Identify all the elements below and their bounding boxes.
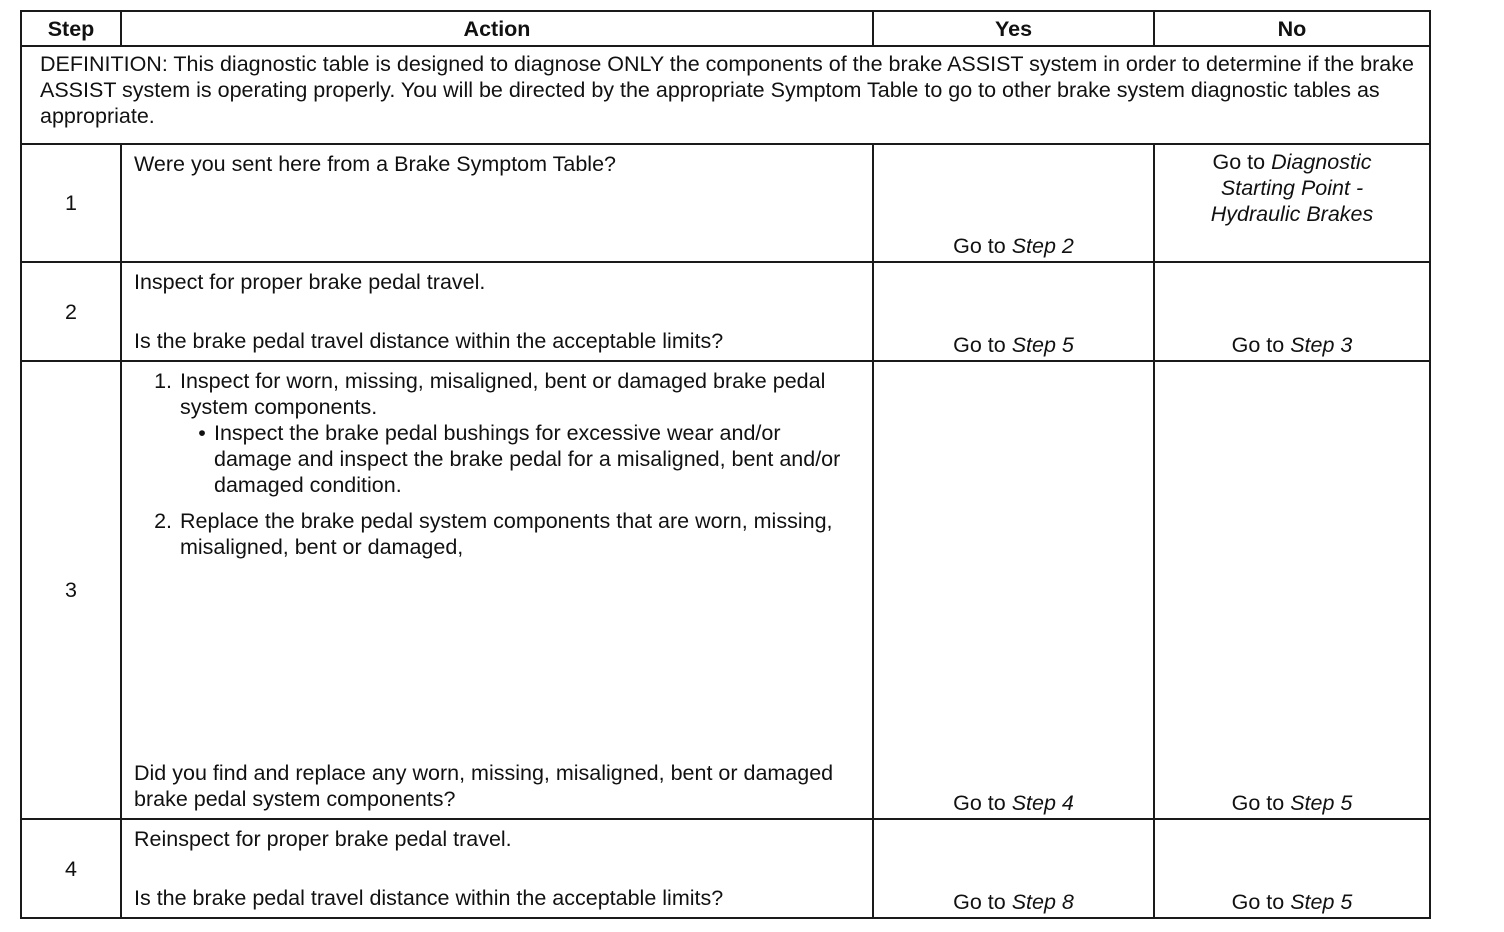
no-prefix: Go to [1212, 150, 1272, 174]
action-question: Were you sent here from a Brake Symptom Table? [134, 152, 616, 176]
no-link[interactable]: Step 3 [1290, 333, 1353, 357]
header-row [21, 11, 1430, 46]
diagnostic-table [20, 10, 1431, 919]
header-action: Action [121, 11, 873, 46]
list-item-number: 1. [154, 369, 172, 393]
step-number: 4 [21, 819, 121, 918]
action-instruction: Reinspect for proper brake pedal travel. [134, 827, 512, 851]
action-question: Is the brake pedal travel distance within the acceptable limits? [134, 886, 724, 910]
action-cell [121, 144, 873, 262]
yes-link[interactable]: Step 8 [1011, 890, 1074, 914]
list-sub-item-text: Inspect the brake pedal bushings for excessive wear and/or damage and inspect the brake pedal for a misaligned, bent and/or damaged condition. [214, 421, 841, 497]
step-number: 2 [21, 262, 121, 361]
yes-prefix: Go to [953, 791, 1012, 815]
list-item-text: Replace the brake pedal system components that are worn, missing, misaligned, bent or damaged, [180, 509, 833, 559]
yes-link[interactable]: Step 4 [1011, 791, 1074, 815]
no-link[interactable]: Step 5 [1290, 890, 1353, 914]
header-no: No [1154, 11, 1430, 46]
yes-prefix: Go to [953, 333, 1012, 357]
table-row-step-2 [21, 262, 1430, 361]
action-instruction: Inspect for proper brake pedal travel. [134, 270, 486, 294]
list-item-text: Inspect for worn, missing, misaligned, bent or damaged brake pedal system components. [180, 369, 826, 419]
yes-link[interactable]: Step 2 [1011, 234, 1074, 258]
no-prefix: Go to [1231, 890, 1291, 914]
action-steps-list [134, 368, 862, 560]
definition-text: DEFINITION: This diagnostic table is designed to diagnose ONLY the components of the brake ASSIST system in order to determine if the brake ASSIST system is operating properly. You will be directed by the appropriate Symptom Table to go to other brake system diagnostic tables as appropriate. [21, 46, 1430, 144]
step-number: 3 [21, 361, 121, 819]
action-question: Did you find and replace any worn, missing, misaligned, bent or damaged brake pedal system components? [134, 761, 834, 811]
action-cell [121, 361, 873, 819]
no-cell [1154, 361, 1430, 819]
no-link[interactable]: Diagnostic Starting Point - Hydraulic Brakes [1210, 150, 1374, 226]
list-item-number: 2. [154, 509, 172, 533]
yes-prefix: Go to [953, 890, 1012, 914]
table-row-step-4 [21, 819, 1430, 918]
header-step: Step [21, 11, 121, 46]
yes-prefix: Go to [953, 234, 1012, 258]
list-sub-item [134, 420, 862, 498]
action-question: Is the brake pedal travel distance within the acceptable limits? [134, 329, 724, 353]
yes-cell [873, 819, 1154, 918]
yes-link[interactable]: Step 5 [1011, 333, 1074, 357]
no-cell [1154, 262, 1430, 361]
definition-row [21, 46, 1430, 144]
table-row-step-1 [21, 144, 1430, 262]
no-cell [1154, 819, 1430, 918]
no-cell [1154, 144, 1430, 262]
yes-cell [873, 262, 1154, 361]
action-cell [121, 819, 873, 918]
no-prefix: Go to [1231, 791, 1291, 815]
header-yes: Yes [873, 11, 1154, 46]
action-cell [121, 262, 873, 361]
bullet-icon: • [198, 421, 206, 445]
no-link[interactable]: Step 5 [1290, 791, 1353, 815]
list-item [134, 508, 862, 560]
step-number: 1 [21, 144, 121, 262]
table-row-step-3 [21, 361, 1430, 819]
yes-cell [873, 361, 1154, 819]
no-prefix: Go to [1231, 333, 1291, 357]
list-item [134, 368, 862, 420]
yes-cell [873, 144, 1154, 262]
